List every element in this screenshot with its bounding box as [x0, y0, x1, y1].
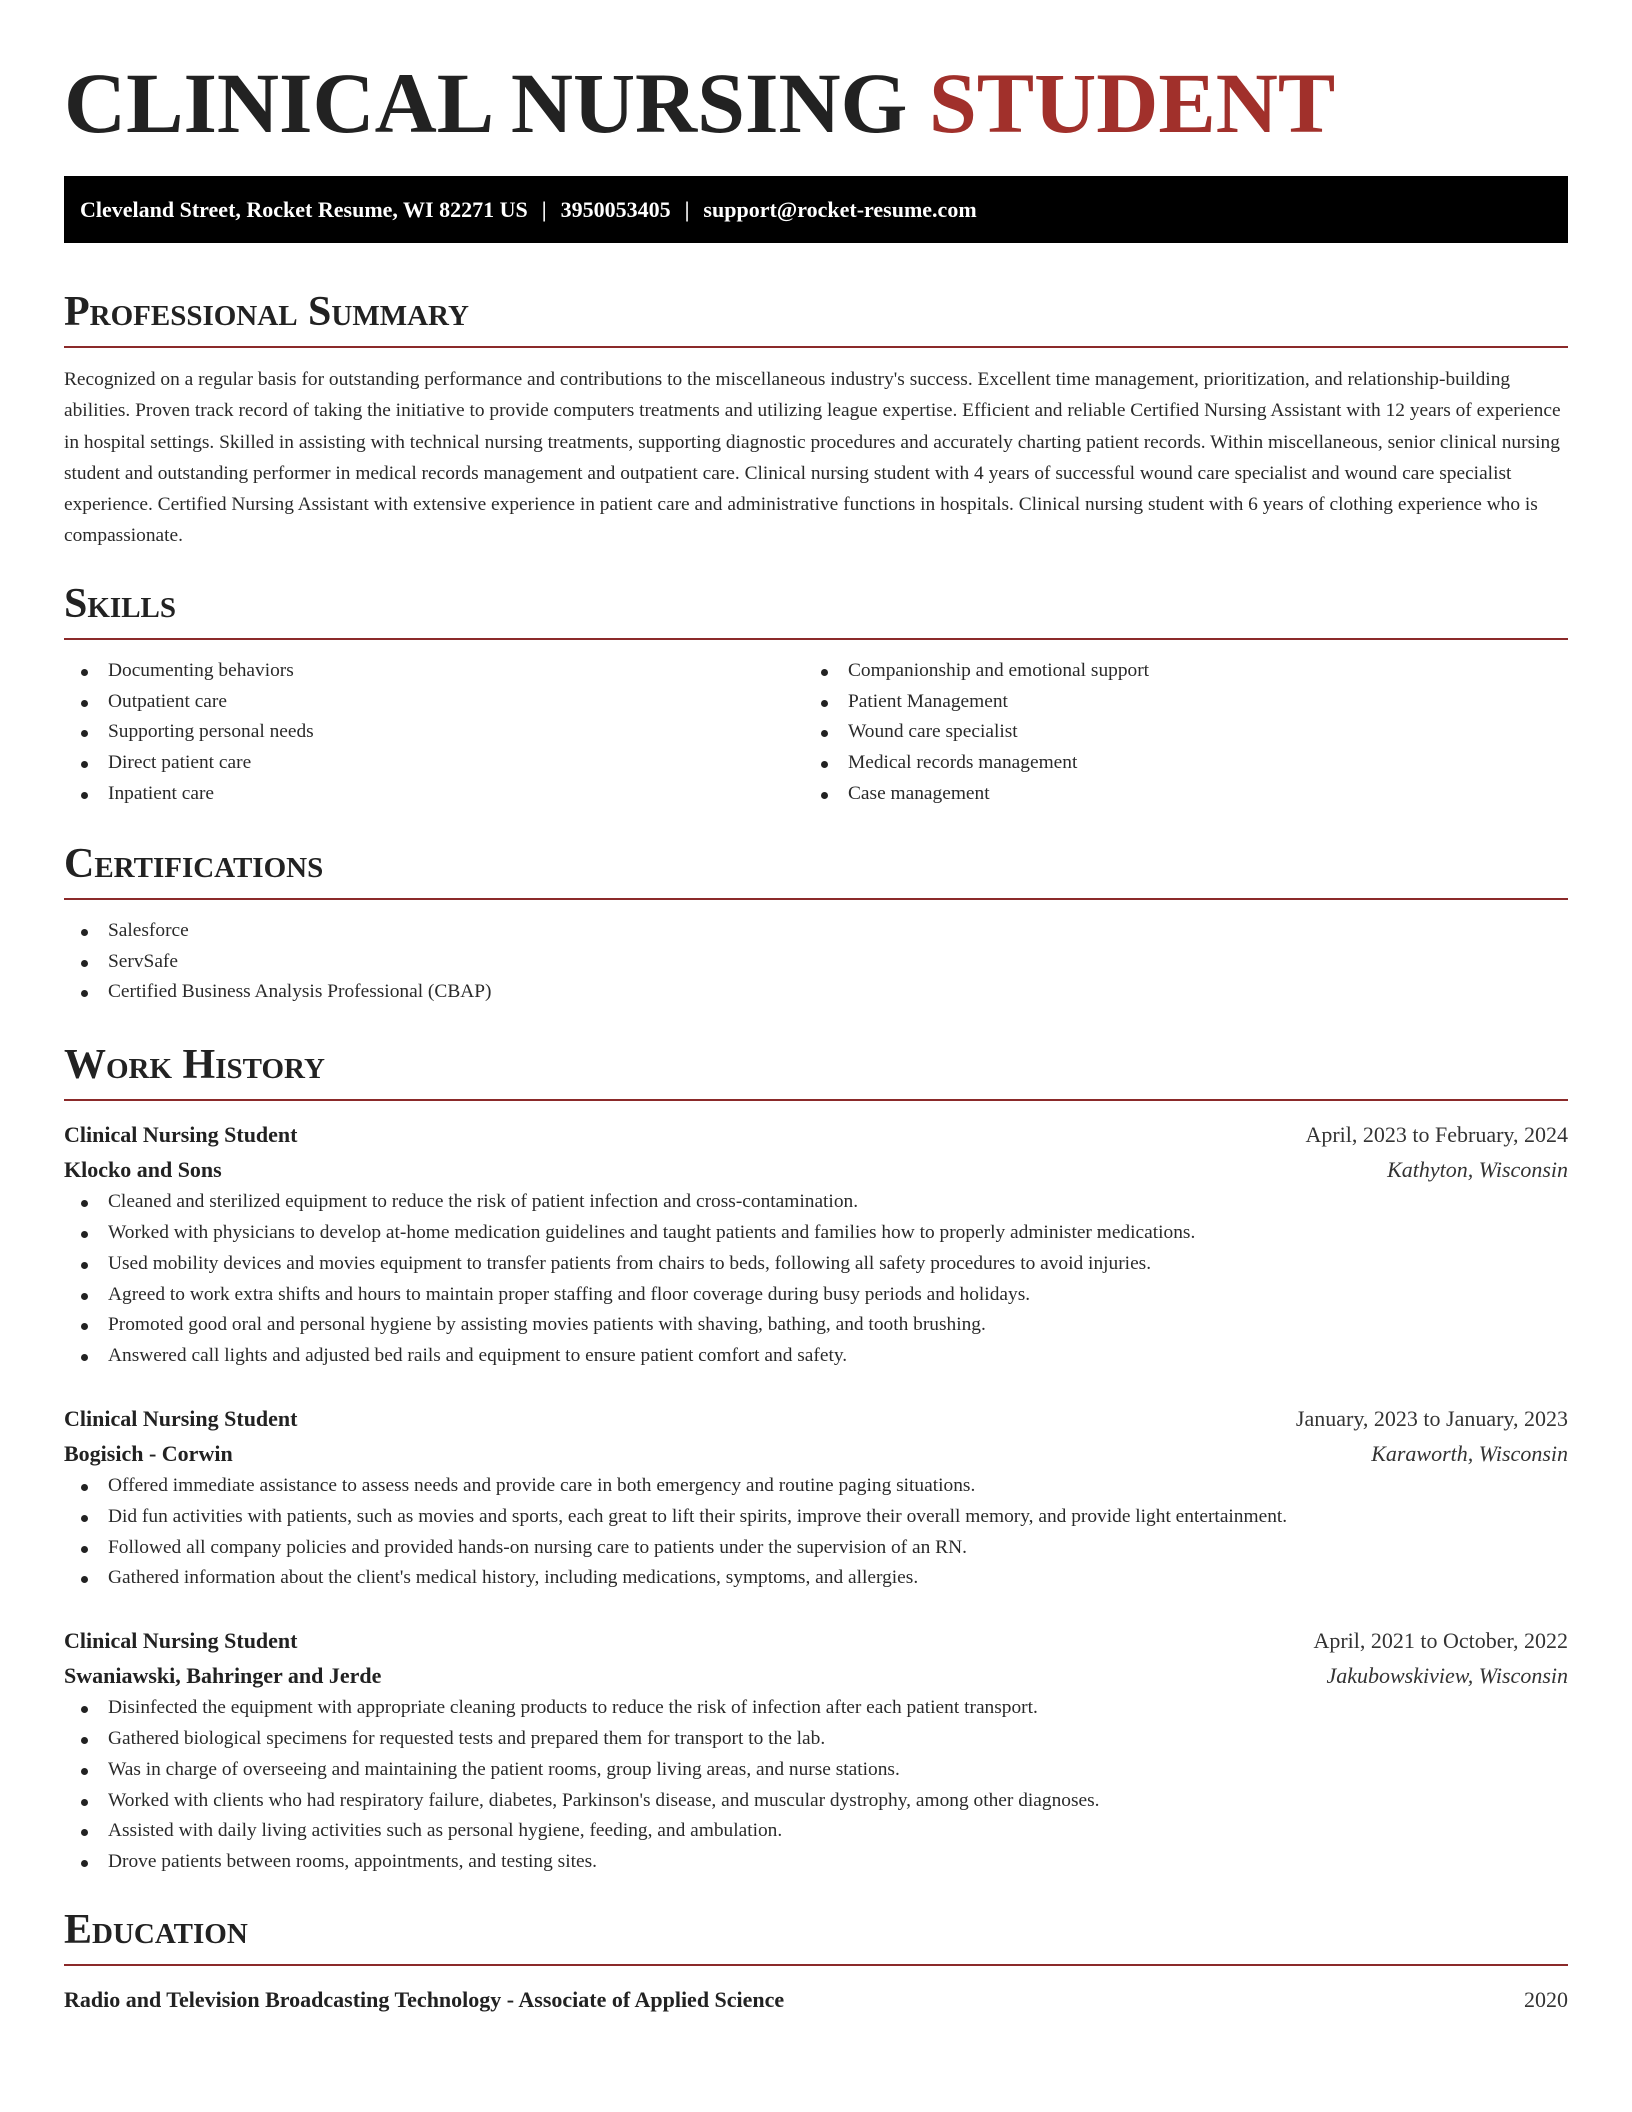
skill-item: Inpatient care [64, 779, 804, 810]
summary-section [64, 288, 1568, 552]
education-degree: Radio and Television Broadcasting Technology - Associate of Applied Science [64, 1986, 785, 2012]
resume-page [64, 0, 1568, 2017]
resume-title [64, 0, 1568, 152]
job-bullet: Gathered information about the client's medical history, including medications, symptoms, and allergies. [64, 1563, 1568, 1594]
job-dates: January, 2023 to January, 2023 [1295, 1405, 1568, 1431]
certifications-section [64, 840, 1568, 1008]
contact-bar [64, 176, 1568, 243]
job-bullet: Cleaned and sterilized equipment to reduce the risk of patient infection and cross-contamination. [64, 1187, 1568, 1218]
job-company-row [64, 1152, 1568, 1187]
job-dates: April, 2023 to February, 2024 [1305, 1122, 1568, 1148]
skills-column-left [64, 656, 804, 810]
title-main: CLINICAL NURSING [64, 55, 908, 151]
certifications-list [64, 916, 1568, 1008]
education-entry [64, 1982, 1568, 2017]
job-bullet: Drove patients between rooms, appointments, and testing sites. [64, 1847, 1568, 1878]
job-bullet: Promoted good oral and personal hygiene by assisting movies patients with shaving, bathing, and tooth brushing. [64, 1310, 1568, 1341]
contact-separator: | [684, 197, 690, 222]
contact-phone: 3950053405 [560, 197, 671, 222]
job-company-row [64, 1436, 1568, 1471]
job-title: Clinical Nursing Student [64, 1405, 298, 1431]
section-heading-skills: Skills [64, 580, 177, 627]
job-bullet: Offered immediate assistance to assess needs and provide care in both emergency and routine paging situations. [64, 1471, 1568, 1502]
job-bullet: Assisted with daily living activities such as personal hygiene, feeding, and ambulation. [64, 1816, 1568, 1847]
certification-item: ServSafe [64, 947, 1568, 978]
job-bullet: Did fun activities with patients, such as movies and sports, each great to lift their spirits, improve their overall memory, and provide light entertainment. [64, 1502, 1568, 1533]
section-divider [64, 638, 1568, 640]
skill-item: Wound care specialist [804, 717, 1544, 748]
job-bullet: Followed all company policies and provided hands-on nursing care to patients under the supervision of an RN. [64, 1533, 1568, 1564]
job-company-row [64, 1658, 1568, 1693]
section-divider [64, 898, 1568, 900]
job-bullets [64, 1693, 1568, 1878]
section-heading-certifications: Certifications [64, 840, 324, 887]
job-title-row [64, 1401, 1568, 1436]
job-bullets [64, 1187, 1568, 1372]
skills-column-right [804, 656, 1544, 810]
job-title: Clinical Nursing Student [64, 1628, 298, 1654]
job-entry [64, 1117, 1568, 1372]
skill-item: Patient Management [804, 687, 1544, 718]
summary-text: Recognized on a regular basis for outstanding performance and contributions to the miscellaneous industry's success. Excellent time management, prioritization, and relationship-building abilities. Proven track record of taking the initiative to provide computers treatments and utilizing league expertise. Efficient and reliable Certified Nursing Assistant with 12 years of experience in hospital settings. Skilled in assisting with technical nursing treatments, supporting diagnostic procedures and accurately charting patient records. Within miscellaneous, senior clinical nursing student and outstanding performer in medical records management and outpatient care. Clinical nursing student with 4 years of successful wound care specialist and wound care specialist experience. Certified Nursing Assistant with extensive experience in patient care and administrative functions in hospitals. Clinical nursing student with 6 years of clothing experience who is compassionate. [64, 369, 1561, 547]
skill-item: Direct patient care [64, 748, 804, 779]
job-bullet: Answered call lights and adjusted bed rails and equipment to ensure patient comfort and safety. [64, 1341, 1568, 1372]
section-divider [64, 346, 1568, 348]
job-bullet: Was in charge of overseeing and maintaining the patient rooms, group living areas, and nurse stations. [64, 1755, 1568, 1786]
job-entry [64, 1401, 1568, 1594]
job-location: Kathyton, Wisconsin [1387, 1157, 1568, 1183]
job-bullet: Disinfected the equipment with appropriate cleaning products to reduce the risk of infection after each patient transport. [64, 1693, 1568, 1724]
job-entry [64, 1623, 1568, 1878]
job-location: Karaworth, Wisconsin [1371, 1440, 1568, 1466]
skill-item: Companionship and emotional support [804, 656, 1544, 687]
section-heading-work-history: Work History [64, 1042, 325, 1089]
job-bullet: Gathered biological specimens for requested tests and prepared them for transport to the lab. [64, 1724, 1568, 1755]
section-heading-summary: Professional Summary [64, 289, 469, 335]
job-company: Swaniawski, Bahringer and Jerde [64, 1663, 382, 1689]
certification-item: Salesforce [64, 916, 1568, 947]
skill-item: Medical records management [804, 748, 1544, 779]
education-year: 2020 [1524, 1986, 1568, 2012]
title-accent: STUDENT [928, 55, 1336, 151]
job-dates: April, 2021 to October, 2022 [1313, 1628, 1568, 1654]
section-divider [64, 1099, 1568, 1101]
job-company: Klocko and Sons [64, 1157, 222, 1183]
job-title: Clinical Nursing Student [64, 1122, 298, 1148]
job-location: Jakubowskiview, Wisconsin [1326, 1663, 1568, 1689]
skill-item: Documenting behaviors [64, 656, 804, 687]
skill-item: Case management [804, 779, 1544, 810]
skill-item: Supporting personal needs [64, 717, 804, 748]
job-title-row [64, 1117, 1568, 1152]
job-bullet: Agreed to work extra shifts and hours to maintain proper staffing and floor coverage during busy periods and holidays. [64, 1280, 1568, 1311]
education-section [64, 1906, 1568, 2017]
job-bullet: Used mobility devices and movies equipment to transfer patients from chairs to beds, following all safety procedures to avoid injuries. [64, 1249, 1568, 1280]
job-company: Bogisich - Corwin [64, 1440, 233, 1466]
job-bullet: Worked with clients who had respiratory failure, diabetes, Parkinson's disease, and muscular dystrophy, among other diagnoses. [64, 1786, 1568, 1817]
contact-address: Cleveland Street, Rocket Resume, WI 82271 US [80, 197, 528, 222]
job-bullet: Worked with physicians to develop at-home medication guidelines and taught patients and families how to properly administer medications. [64, 1218, 1568, 1249]
skills-grid [64, 656, 1568, 810]
contact-email[interactable]: support@rocket-resume.com [703, 197, 977, 222]
job-title-row [64, 1623, 1568, 1658]
job-bullets [64, 1471, 1568, 1594]
section-divider [64, 1964, 1568, 1966]
skills-section [64, 580, 1568, 810]
section-heading-education: Education [64, 1906, 248, 1953]
work-history-section [64, 1041, 1568, 1878]
contact-separator: | [541, 197, 547, 222]
skill-item: Outpatient care [64, 687, 804, 718]
certification-item: Certified Business Analysis Professional (CBAP) [64, 977, 1568, 1008]
